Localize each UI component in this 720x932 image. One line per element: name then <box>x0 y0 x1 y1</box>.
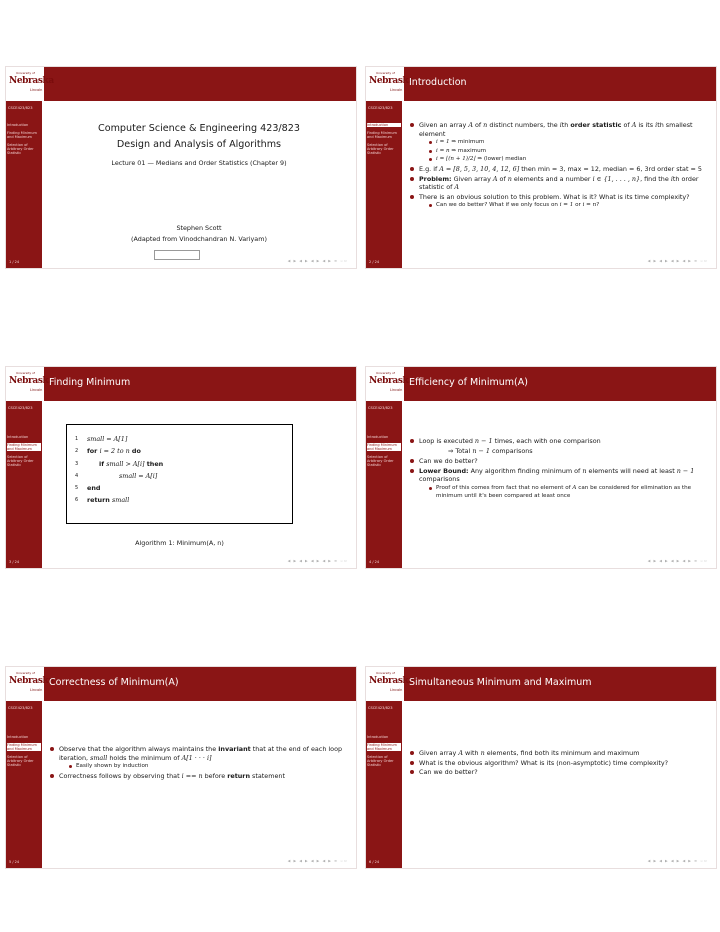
sidebar-item-introduction[interactable]: Introduction <box>7 123 29 127</box>
bullet: Lower Bound: Any algorithm finding minimum of n elements will need at least n − 1 comparisons <box>408 467 708 484</box>
sidebar-item-finding-min-max[interactable]: Finding Minimum and Maximum <box>367 443 401 451</box>
author: Stephen Scott <box>176 224 222 232</box>
course-code: CSCE423/823 <box>8 406 33 410</box>
bullet: Loop is executed n − 1 times, each with one comparison <box>408 437 708 446</box>
nebraska-logo: University of Nebraska Lincoln <box>366 367 404 401</box>
bullet: Can we do better? <box>408 768 708 777</box>
bullet: Problem: Given array A of n elements and a number i ∈ {1, . . . , n}, find the ith order statistic of A <box>408 175 708 192</box>
slide-title: Efficiency of Minimum(A) <box>409 377 528 388</box>
slide-header <box>366 67 716 101</box>
page-number: 6 / 24 <box>369 860 380 864</box>
page-number: 1 / 24 <box>9 260 20 264</box>
nebraska-logo: University of Nebraska Lincoln <box>6 367 44 401</box>
sidebar-item-introduction[interactable]: Introduction <box>367 435 389 439</box>
slide-title: Finding Minimum <box>49 377 131 388</box>
slide-title: Correctness of Minimum(A) <box>49 677 179 688</box>
course-code: CSCE423/823 <box>368 406 393 410</box>
bullet: Correctness follows by observing that i == n before return statement <box>48 772 348 781</box>
sidebar-item-finding-min-max[interactable]: Finding Minimum and Maximum <box>7 743 41 751</box>
sub-bullet: i = n ⇒ maximum <box>408 148 708 156</box>
page-number: 3 / 24 <box>9 560 20 564</box>
sidebar <box>6 701 42 868</box>
beamer-nav[interactable]: ◀ ▶ ◀ ▶ ◀ ▶ ◀ ▶ ≡ ∽⁠∾ <box>647 859 708 863</box>
bullet-continuation: ⇒ Total n − 1 comparisons <box>448 446 533 455</box>
course-code: CSCE423/823 <box>368 706 393 710</box>
slide-header <box>6 667 356 701</box>
page-number: 5 / 24 <box>9 860 20 864</box>
bullet: E.g. if A = [8, 5, 3, 10, 4, 12, 6] then min = 3, max = 12, median = 6, 3rd order stat = 5 <box>408 165 708 174</box>
sidebar <box>366 101 402 268</box>
lecture-title: Lecture 01 — Medians and Order Statistics (Chapter 9) <box>111 159 287 167</box>
slide-header <box>6 67 356 101</box>
sidebar <box>366 701 402 868</box>
slide-body <box>48 745 348 781</box>
bullet: What is the obvious algorithm? What is its (non-asymptotic) time complexity? <box>408 759 708 768</box>
page-number: 4 / 24 <box>369 560 380 564</box>
sidebar-item-finding-min-max[interactable]: Finding Minimum and Maximum <box>367 131 397 139</box>
slide-4 <box>365 366 717 569</box>
course-title: Computer Science & Engineering 423/823 <box>98 123 300 134</box>
page-number: 2 / 24 <box>369 260 380 264</box>
algorithm-box <box>66 424 293 547</box>
bullet: Can we do better? <box>408 457 708 466</box>
algo-line: 1 small = A[1] <box>75 435 128 443</box>
sidebar-item-introduction[interactable]: Introduction <box>367 735 389 739</box>
slide-1 <box>5 66 357 269</box>
algo-line: 5 end <box>75 484 101 493</box>
sidebar-item-finding-min-max[interactable]: Finding Minimum and Maximum <box>7 443 41 451</box>
course-code: CSCE423/823 <box>8 706 33 710</box>
algorithm-caption: Algorithm 1: Minimum(A, n) <box>135 539 224 547</box>
algo-line: 2 for i = 2 to n do <box>75 447 141 456</box>
slide-header <box>366 667 716 701</box>
beamer-nav[interactable]: ◀ ▶ ◀ ▶ ◀ ▶ ◀ ▶ ≡ ∽⁠∾ <box>287 859 348 863</box>
beamer-nav[interactable]: ◀ ▶ ◀ ▶ ◀ ▶ ◀ ▶ ≡ ∽⁠∾ <box>647 259 708 263</box>
sidebar-item-selection[interactable]: Selection of Arbitrary Order Statistic <box>7 755 34 767</box>
sidebar-item-finding-min-max[interactable]: Finding Minimum and Maximum <box>7 131 37 139</box>
slide-title: Introduction <box>409 77 467 88</box>
slide-header <box>6 367 356 401</box>
slide-header <box>366 367 716 401</box>
sidebar-item-introduction[interactable]: Introduction <box>367 123 401 127</box>
slide-body <box>408 121 708 211</box>
beamer-nav[interactable]: ◀ ▶ ◀ ▶ ◀ ▶ ◀ ▶ ≡ ∽⁠∾ <box>287 559 348 563</box>
algo-line: 6 return small <box>75 496 130 505</box>
nebraska-logo: University of Nebraska Lincoln <box>6 667 44 701</box>
bullet: Observe that the algorithm always maintains the invariant that at the end of each loop iteration, small holds the minimum of A[1 · · · i] <box>48 745 348 762</box>
sidebar-item-introduction[interactable]: Introduction <box>7 735 29 739</box>
algo-line: 4 small = A[i] <box>75 471 158 480</box>
sidebar-item-introduction[interactable]: Introduction <box>7 435 29 439</box>
slide-body <box>408 749 708 778</box>
course-subtitle: Design and Analysis of Algorithms <box>116 139 282 150</box>
sub-bullet: Easily shown by induction <box>48 763 348 771</box>
sub-bullet: Proof of this comes from fact that no element of A can be considered for elimination as the minimum until it's been compared at least once <box>408 485 708 500</box>
slide-3 <box>5 366 357 569</box>
blank-box <box>154 250 200 260</box>
slide-title: Simultaneous Minimum and Maximum <box>409 677 592 688</box>
bullet: Given array A with n elements, find both its minimum and maximum <box>408 749 708 758</box>
sidebar <box>6 401 42 568</box>
bullet: Given an array A of n distinct numbers, the ith order statistic of A is its ith smallest element <box>408 121 708 138</box>
slide-5 <box>5 666 357 869</box>
course-code: CSCE423/823 <box>368 106 393 110</box>
sub-bullet: Can we do better? What if we only focus on i = 1 or i = n? <box>408 202 708 210</box>
sidebar-item-selection[interactable]: Selection of Arbitrary Order Statistic <box>367 755 394 767</box>
slide-body <box>408 437 708 501</box>
sidebar <box>6 101 42 268</box>
course-code: CSCE423/823 <box>8 106 33 110</box>
nebraska-logo: University of Nebraska Lincoln <box>366 667 404 701</box>
bullet: There is an obvious solution to this problem. What is it? What is its time complexity? <box>408 193 708 202</box>
sidebar-item-selection[interactable]: Selection of Arbitrary Order Statistic <box>367 143 394 155</box>
sidebar-item-selection[interactable]: Selection of Arbitrary Order Statistic <box>7 455 34 467</box>
slide-6 <box>365 666 717 869</box>
sidebar-item-selection[interactable]: Selection of Arbitrary Order Statistic <box>7 143 34 155</box>
sidebar-item-selection[interactable]: Selection of Arbitrary Order Statistic <box>367 455 394 467</box>
sidebar-item-finding-min-max[interactable]: Finding Minimum and Maximum <box>367 743 401 751</box>
slide-2 <box>365 66 717 269</box>
sub-bullet: i = ⌊(n + 1)/2⌋ ⇒ (lower) median <box>408 156 708 164</box>
beamer-nav[interactable]: ◀ ▶ ◀ ▶ ◀ ▶ ◀ ▶ ≡ ∽⁠∾ <box>647 559 708 563</box>
sub-bullet: i = 1 ⇒ minimum <box>408 139 708 147</box>
nebraska-logo: University of Nebraska Lincoln <box>366 67 404 101</box>
beamer-nav[interactable]: ◀ ▶ ◀ ▶ ◀ ▶ ◀ ▶ ≡ ∽⁠∾ <box>287 259 348 263</box>
algo-line: 3 if small > A[i] then <box>75 459 164 468</box>
nebraska-logo: University of Nebraska Lincoln <box>6 67 44 101</box>
sidebar <box>366 401 402 568</box>
adapted-credit: (Adapted from Vinodchandran N. Variyam) <box>131 235 267 243</box>
